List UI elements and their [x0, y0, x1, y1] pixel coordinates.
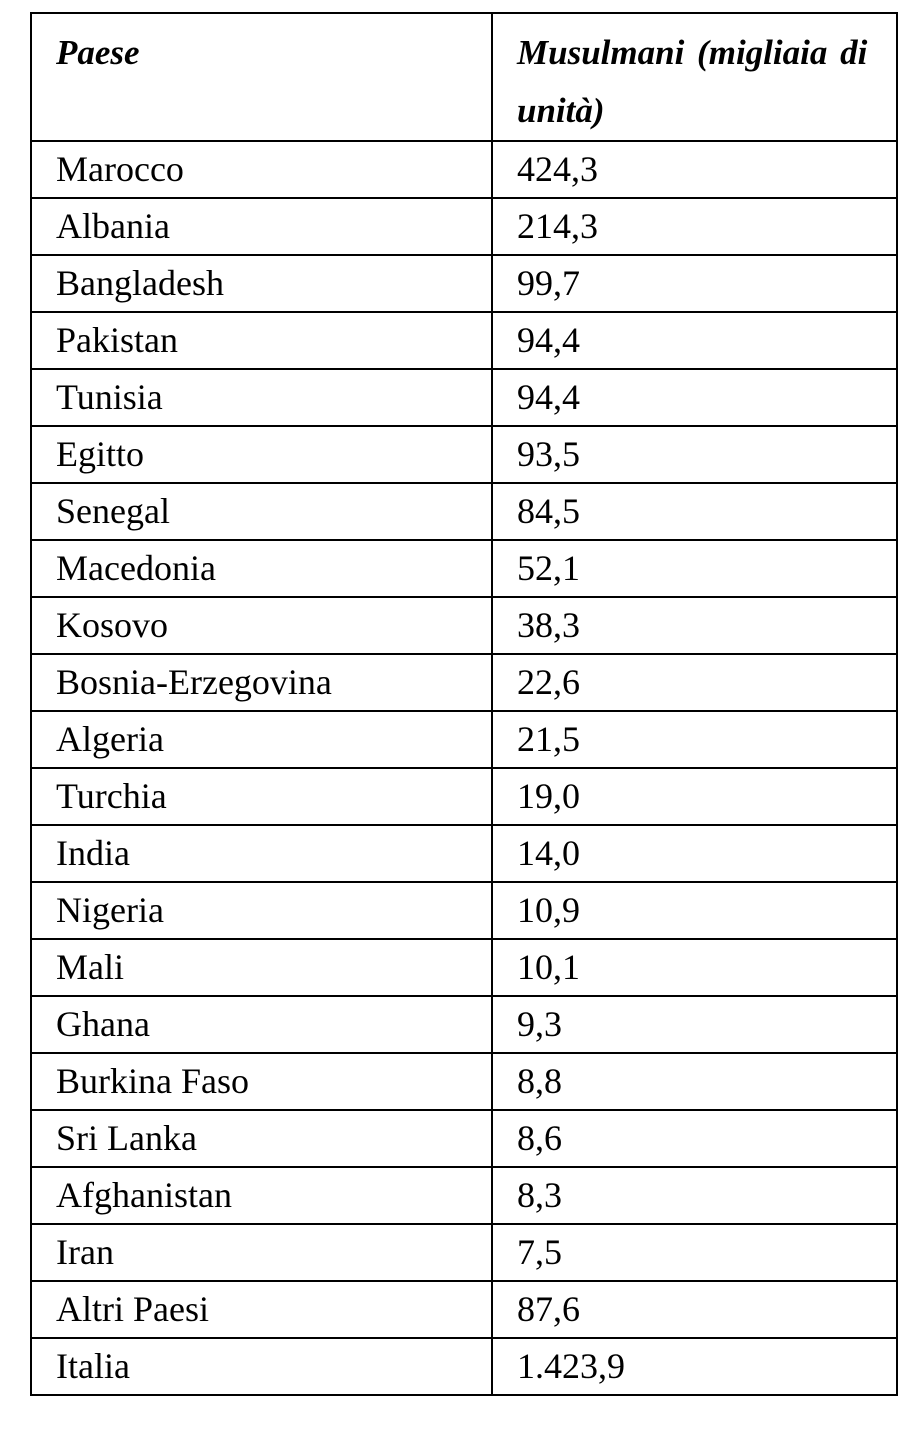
country-cell: Macedonia: [31, 540, 492, 597]
country-cell: Marocco: [31, 141, 492, 198]
muslims-value-cell: 21,5: [492, 711, 897, 768]
muslims-value-cell: 8,3: [492, 1167, 897, 1224]
table-row: [31, 369, 897, 426]
country-cell: India: [31, 825, 492, 882]
table-row: [31, 882, 897, 939]
country-cell: Ghana: [31, 996, 492, 1053]
table-row: [31, 939, 897, 996]
country-cell: Bangladesh: [31, 255, 492, 312]
table-body: [31, 141, 897, 1395]
muslims-value-cell: 8,6: [492, 1110, 897, 1167]
muslims-value-cell: 424,3: [492, 141, 897, 198]
muslims-value-cell: 87,6: [492, 1281, 897, 1338]
muslims-value-cell: 38,3: [492, 597, 897, 654]
table-row: [31, 198, 897, 255]
table-row: [31, 1110, 897, 1167]
table-row: [31, 597, 897, 654]
table-row: [31, 141, 897, 198]
muslims-value-cell: 22,6: [492, 654, 897, 711]
table-row: [31, 768, 897, 825]
country-cell: Albania: [31, 198, 492, 255]
table-row: [31, 540, 897, 597]
country-cell: Kosovo: [31, 597, 492, 654]
table-row: [31, 426, 897, 483]
country-cell: Egitto: [31, 426, 492, 483]
country-cell: Altri Paesi: [31, 1281, 492, 1338]
table-row: [31, 1281, 897, 1338]
table-row: [31, 1224, 897, 1281]
country-cell: Pakistan: [31, 312, 492, 369]
country-cell: Algeria: [31, 711, 492, 768]
country-cell: Iran: [31, 1224, 492, 1281]
muslims-value-cell: 1.423,9: [492, 1338, 897, 1395]
country-cell: Italia: [31, 1338, 492, 1395]
header-paese: Paese: [31, 13, 492, 141]
muslims-value-cell: 94,4: [492, 369, 897, 426]
country-cell: Tunisia: [31, 369, 492, 426]
country-cell: Afghanistan: [31, 1167, 492, 1224]
table-row: [31, 996, 897, 1053]
header-musulmani: Musulmani (migliaia di unità): [492, 13, 897, 141]
muslims-value-cell: 84,5: [492, 483, 897, 540]
country-cell: Sri Lanka: [31, 1110, 492, 1167]
muslims-value-cell: 10,1: [492, 939, 897, 996]
muslims-value-cell: 10,9: [492, 882, 897, 939]
table-row: [31, 711, 897, 768]
country-cell: Senegal: [31, 483, 492, 540]
table-row: [31, 312, 897, 369]
table-row: [31, 825, 897, 882]
table-row: [31, 1053, 897, 1110]
table-row: [31, 1167, 897, 1224]
table-row: [31, 1338, 897, 1395]
muslims-value-cell: 93,5: [492, 426, 897, 483]
muslims-value-cell: 94,4: [492, 312, 897, 369]
country-cell: Turchia: [31, 768, 492, 825]
country-cell: Burkina Faso: [31, 1053, 492, 1110]
muslims-value-cell: 14,0: [492, 825, 897, 882]
header-row: [31, 13, 897, 141]
muslims-value-cell: 19,0: [492, 768, 897, 825]
muslims-value-cell: 99,7: [492, 255, 897, 312]
country-cell: Nigeria: [31, 882, 492, 939]
muslims-value-cell: 214,3: [492, 198, 897, 255]
table-row: [31, 654, 897, 711]
table-row: [31, 255, 897, 312]
data-table: [30, 12, 898, 1396]
table-header: [31, 13, 897, 141]
country-cell: Mali: [31, 939, 492, 996]
muslims-value-cell: 8,8: [492, 1053, 897, 1110]
muslims-value-cell: 7,5: [492, 1224, 897, 1281]
table-row: [31, 483, 897, 540]
country-cell: Bosnia-Erzegovina: [31, 654, 492, 711]
muslims-value-cell: 52,1: [492, 540, 897, 597]
muslims-value-cell: 9,3: [492, 996, 897, 1053]
